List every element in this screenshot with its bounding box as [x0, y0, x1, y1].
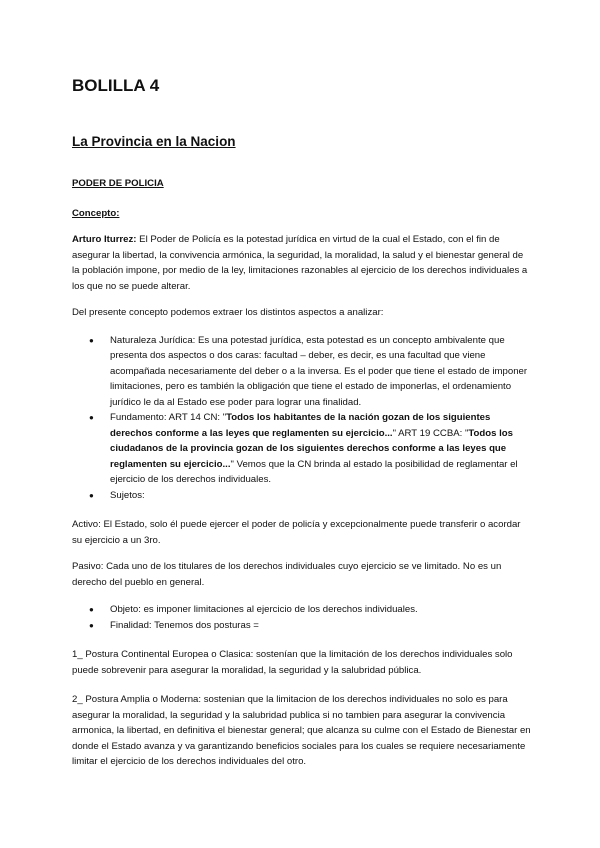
finalidad-text: Finalidad: Tenemos dos posturas =	[110, 619, 259, 631]
definition-text: El Poder de Policía es la potestad jurídica en virtud de la cual el Estado, con el fin de asegurar la libertad, la convivencia armónica, la seguridad, la moralidad, la salud y el bienestar general de la población impone, por medio de la ley, limitaciones razonables al ejercicio de los derechos individuales a los que no se puede alterar.	[72, 234, 528, 292]
list-item	[72, 618, 532, 634]
definition-author: Arturo Iturrez:	[72, 234, 137, 245]
bullet-icon: ●	[89, 605, 94, 614]
section-title: PODER DE POLICIA	[72, 178, 164, 189]
postura-1-paragraph: 1_ Postura Continental Europea o Clasica: sostenían que la limitación de los derechos individuales solo puede sobrevenir para asegurar la moralidad, la seguridad y la salubridad pública.	[72, 649, 513, 676]
fundamento-text: Fundamento: ART 14 CN: "	[110, 412, 227, 423]
document-body	[72, 176, 532, 770]
objeto-text: Objeto: es imponer limitaciones al ejercicio de los derechos individuales.	[110, 604, 418, 615]
fundamento-quote-cn: Todos los habitantes de la nación gozan de los siguientes derechos conforme a las leyes que reglamenten su ejercicio...	[110, 412, 491, 439]
fundamento-quote-ccba: Todos los ciudadanos de la provincia gozan de los siguientes derechos conforme a las leyes que reglamenten su ejercicio...	[110, 427, 513, 470]
pasivo-paragraph: Pasivo: Cada uno de los titulares de los derechos individuales cuyo ejercicio se ve limitado. No es un derecho del pueblo en general.	[72, 561, 502, 588]
more-aspects-list	[72, 602, 532, 633]
bullet-icon: ●	[89, 413, 94, 422]
aspects-list	[72, 333, 532, 504]
sujetos-text: Sujetos:	[110, 489, 145, 501]
activo-paragraph: Activo: El Estado, solo él puede ejercer el poder de policía y excepcionalmente puede transferir o acordar su ejercicio a un 3ro.	[72, 519, 521, 546]
definition-paragraph	[72, 232, 532, 294]
concept-label: Concepto:	[72, 207, 120, 219]
subtitle: La Provincia en la Nacion	[72, 134, 236, 149]
bullet-icon: ●	[89, 335, 94, 345]
list-item	[72, 602, 532, 618]
naturaleza-text: Naturaleza Jurídica: Es una potestad jurídica, esta potestad es un concepto ambivalente que presenta dos aspectos o dos caras: facultad – deber, es decir, es una facultad que viene acompañada necesariamente del deber o a la inversa. Es el poder que tiene el estado de imponer limitaciones, pero es también la obligación que tiene el estado de imponerlas, el ordenamiento jurídico le da al Estado ese poder para lograr una finalidad.	[110, 334, 528, 408]
list-item	[72, 488, 532, 504]
postura-2-paragraph: 2_ Postura Amplia o Moderna: sostenian que la limitacion de los derechos individuales no solo es para asegurar la moralidad, la seguridad y la salubridad publica si no tambien para asegurar la convivencia armonica, la libertad, en definitiva el bienestar general; que alcanza su culme con el Estado de Bienestar en donde el Estado avanza y va garantizando beneficios sociales para los cuales se requiere necesariamente limitar el ejercicio de los derechos individuales del otro.	[72, 694, 531, 767]
list-item	[72, 410, 532, 488]
bullet-icon: ●	[89, 620, 94, 630]
page-title: BOLILLA 4	[72, 76, 160, 95]
list-item	[72, 333, 532, 411]
bullet-icon: ●	[89, 490, 94, 500]
fundamento-text: " ART 19 CCBA: "	[392, 427, 469, 439]
fundamento-text: " Vemos que la CN brinda al estado la posibilidad de reglamentar el ejercicio de los derechos individuales.	[110, 458, 518, 485]
intro-paragraph: Del presente concepto podemos extraer los distintos aspectos a analizar:	[72, 307, 384, 318]
